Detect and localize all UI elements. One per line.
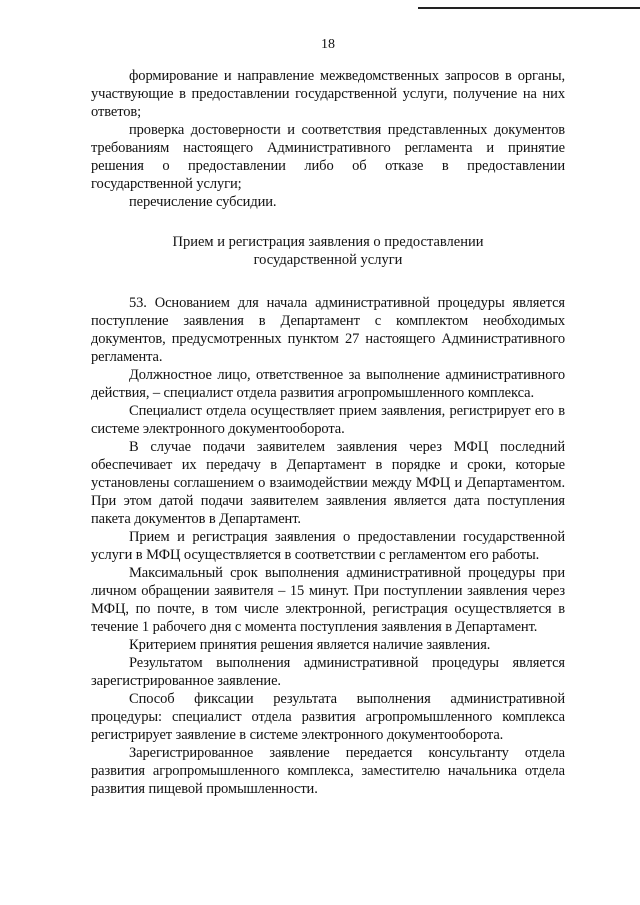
- section-title-line-1: Прием и регистрация заявления о предоставлении: [172, 234, 484, 250]
- intro-paragraph-1: формирование и направление межведомственных запросов в органы, участвующие в предоставлении государственной услуги, получение на них ответов;: [91, 68, 565, 120]
- paragraph-mfc-submission: В случае подачи заявителем заявления через МФЦ последний обеспечивает их передачу в Департамент в порядке и сроки, которые установлены соглашением о взаимодействии между МФЦ и Департаментом. При этом датой подачи заявителем заявления является дата поступления пакета документов в Департамент.: [91, 439, 565, 527]
- top-rule: [418, 7, 640, 9]
- section-title: [91, 233, 565, 269]
- intro-paragraph-2: проверка достоверности и соответствия представленных документов требованиям настоящего Административного регламента и принятие решения о предоставлении либо об отказе в предоставлении государственной услуги;: [91, 122, 565, 192]
- paragraph-max-time: Максимальный срок выполнения административной процедуры при личном обращении заявителя – 15 минут. При поступлении заявления через МФЦ, по почте, в том числе электронной, регистрация осуществляется в течение 1 рабочего дня с момента поступления заявления в Департамент.: [91, 565, 565, 635]
- paragraph-fixation-method: Способ фиксации результата выполнения административной процедуры: специалист отдела развития агропромышленного комплекса регистрирует заявление в системе электронного документооборота.: [91, 691, 565, 743]
- intro-paragraph-3: перечисление субсидии.: [129, 194, 277, 210]
- page-number: 18: [321, 37, 335, 52]
- paragraph-result: Результатом выполнения административной процедуры является зарегистрированное заявление.: [91, 655, 565, 689]
- paragraph-transfer: Зарегистрированное заявление передается консультанту отдела развития агропромышленного комплекса, заместителю начальника отдела развития пищевой промышленности.: [91, 745, 565, 797]
- paragraph-reception: Специалист отдела осуществляет прием заявления, регистрирует его в системе электронного документооборота.: [91, 403, 565, 437]
- section-title-line-2: государственной услуги: [253, 252, 403, 268]
- paragraph-53: 53. Основанием для начала административной процедуры является поступление заявления в Департамент с комплектом необходимых документов, предусмотренных пунктом 27 настоящего Административного регламента.: [91, 295, 565, 365]
- paragraph-mfc-reception: Прием и регистрация заявления о предоставлении государственной услуги в МФЦ осуществляется в соответствии с регламентом его работы.: [91, 529, 565, 563]
- paragraph-criterion: Критерием принятия решения является наличие заявления.: [129, 637, 491, 653]
- document-page: [91, 36, 565, 798]
- paragraph-responsible-official: Должностное лицо, ответственное за выполнение административного действия, – специалист отдела развития агропромышленного комплекса.: [91, 367, 565, 401]
